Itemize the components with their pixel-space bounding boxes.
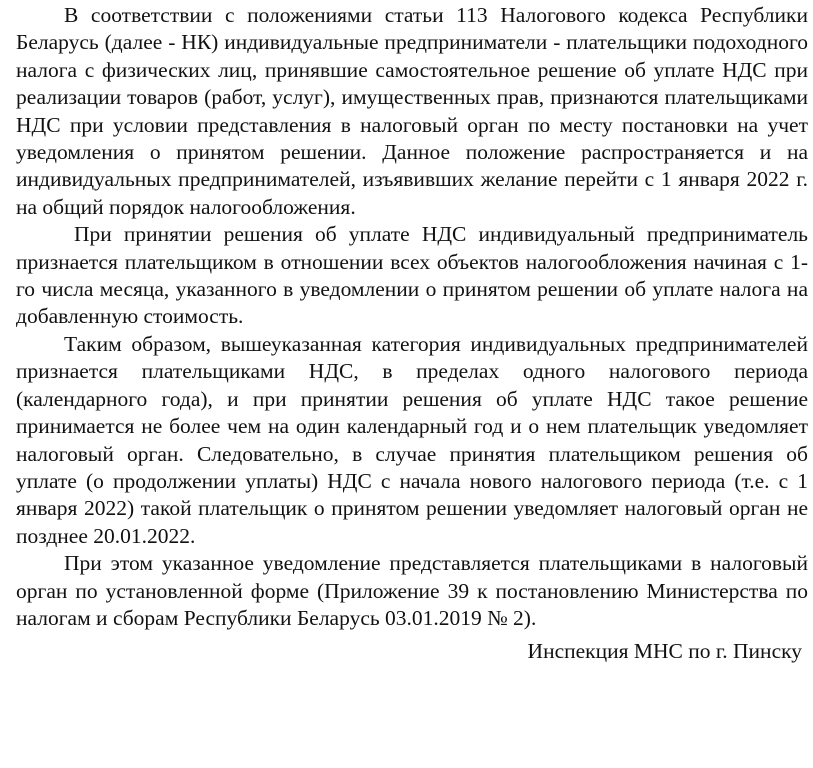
paragraph-vat-decision: При принятии решения об уплате НДС индивидуальный предприниматель признается плательщиком в отношении всех объектов налогообложения начиная с 1-го числа месяца, указанного в уведомлении о принятом решении об уплате налога на добавленную стоимость. <box>16 222 808 329</box>
paragraph-article-113: В соответствии с положениями статьи 113 Налогового кодекса Республики Беларусь (далее - НК) индивидуальные предприниматели - плательщики подоходного налога с физических лиц, принявшие самостоятельное решение об уплате НДС при реализации товаров (работ, услуг), имущественных прав, признаются плательщиками НДС при условии представления в налоговый орган по месту постановки на учет уведомления о принятом решении. Данное положение распространяется и на индивидуальных предпринимателей, изъявивших желание перейти с 1 января 2022 г. на общий порядок налогообложения. <box>16 3 808 219</box>
paragraph-notification-form: При этом указанное уведомление представляется плательщиками в налоговый орган по установленной форме (Приложение 39 к постановлению Министерства по налогам и сборам Республики Беларусь 03.01.2019 № 2). <box>16 551 808 630</box>
paragraph-tax-period: Таким образом, вышеуказанная категория индивидуальных предпринимателей признается плательщиками НДС, в пределах одного налогового периода (календарного года), и при принятии решения об уплате НДС такое решение принимается не более чем на один календарный год и о нем плательщик уведомляет налоговый орган. Следовательно, в случае принятия плательщиком решения об уплате (о продолжении уплаты) НДС с начала нового налогового периода (т.е. с 1 января 2022) такой плательщик о принятом решении уведомляет налоговый орган не позднее 20.01.2022. <box>16 331 808 548</box>
signature: Инспекция МНС по г. Пинску <box>527 639 802 664</box>
document-page <box>16 0 808 666</box>
